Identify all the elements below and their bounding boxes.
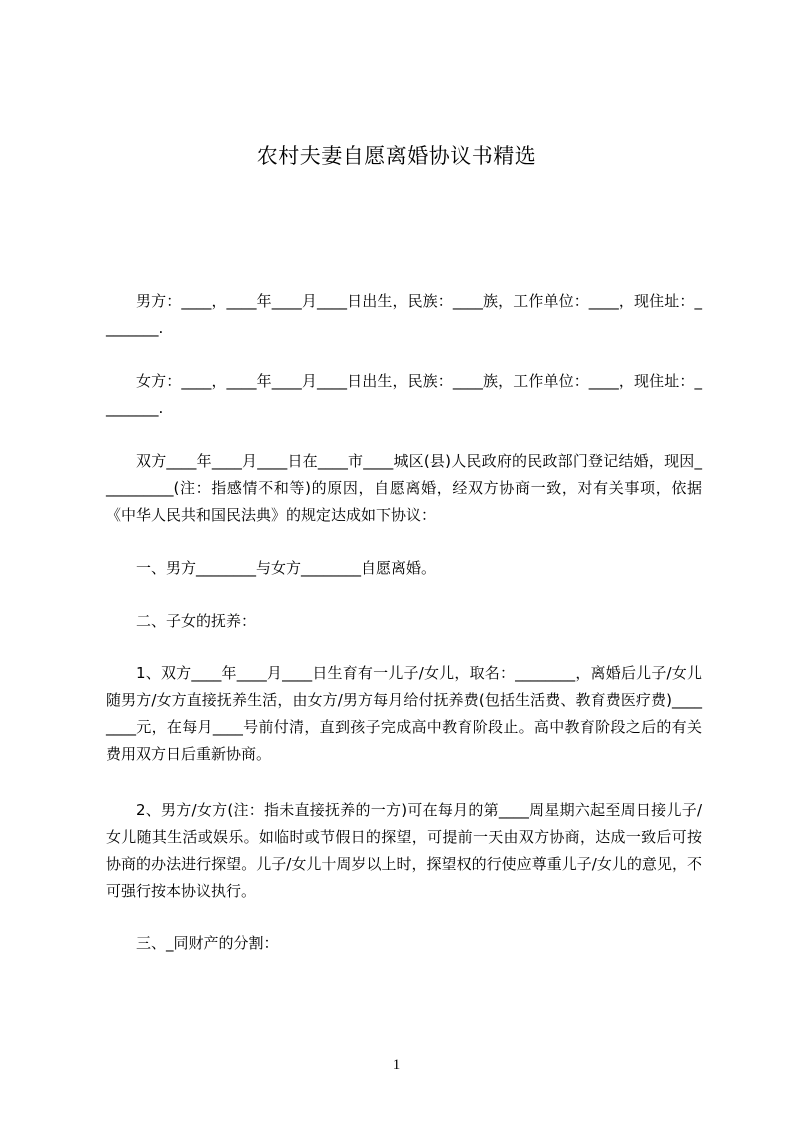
document-title: 农村夫妻自愿离婚协议书精选 xyxy=(256,144,537,168)
clause-3-heading-property: 三、_同财产的分割： xyxy=(136,934,279,952)
clause-2-2-visitation: 2、男方/女方(注：指未直接抚养的一方)可在每月的第____周星期六起至周日接儿子/女儿随其生活或娱乐。如临时或节假日的探望，可提前一天由双方协商，达成一致后可按协商的办法进行探望。儿子/女儿十周岁以上时，探望权的行使应尊重儿子/女儿的意见，不可强行按本协议执行。 xyxy=(106,801,702,900)
paragraph-wife-info: 女方：____，____年____月____日出生，民族：____族，工作单位：____，现住址：________. xyxy=(106,372,702,417)
paragraph-marriage-info: 双方____年____月____日在____市____城区(县)人民政府的民政部门登记结婚，现因__________(注：指感情不和等)的原因，自愿离婚，经双方协商一致，对有关事项，依据《中华人民共和国民法典》的规定达成如下协议： xyxy=(106,452,702,524)
clause-2-heading-child-custody: 二、子女的抚养： xyxy=(136,612,257,630)
paragraph-husband-info: 男方：____，____年____月____日出生，民族：____族，工作单位：____，现住址：________. xyxy=(106,292,702,337)
clause-1-divorce: 一、男方________与女方________自愿离婚。 xyxy=(136,559,437,577)
page-number: 1 xyxy=(392,1057,401,1073)
clause-2-1-child-support: 1、双方____年____月____日生育有一儿子/女儿，取名：________，离婚后儿子/女儿随男方/女方直接抚养生活，由女方/男方每月给付抚养费(包括生活费、教育费医疗费)________元，在每月____号前付清，直到孩子完成高中教育阶段止。高中教育阶段之后的有关费用双方日后重新协商。 xyxy=(106,664,702,763)
